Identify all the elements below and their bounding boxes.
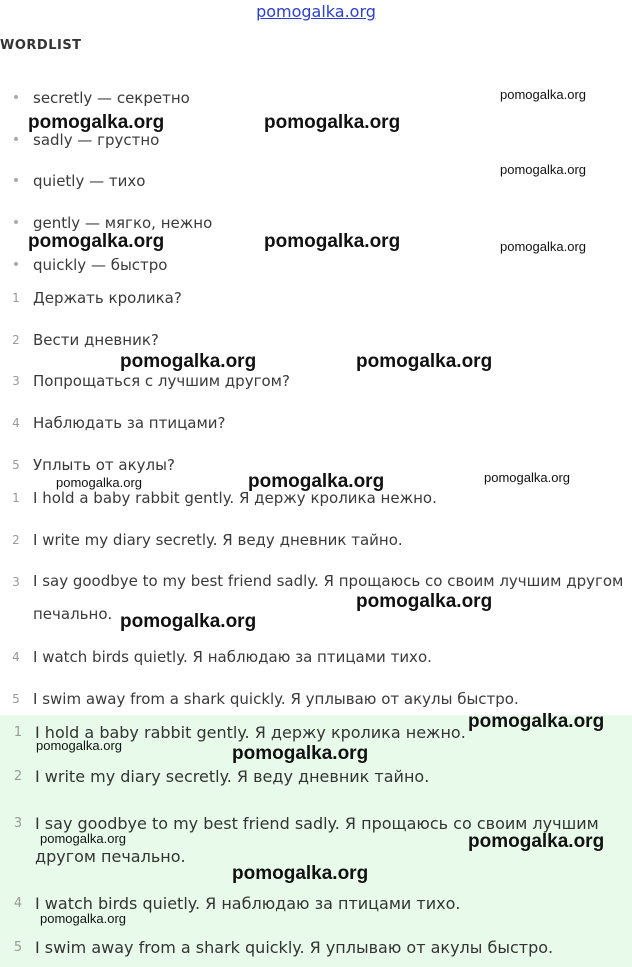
watermark: pomogalka.org xyxy=(56,475,142,490)
bullet-icon: • xyxy=(11,132,21,148)
bullet-icon: • xyxy=(11,215,21,231)
watermark: pomogalka.org xyxy=(28,231,165,252)
watermark: pomogalka.org xyxy=(28,112,165,133)
watermark: pomogalka.org xyxy=(468,831,605,852)
watermark: pomogalka.org xyxy=(500,239,586,254)
site-link[interactable]: pomogalka.org xyxy=(256,2,376,21)
watermark: pomogalka.org xyxy=(232,863,369,884)
watermark: pomogalka.org xyxy=(40,831,126,846)
watermark: pomogalka.org xyxy=(264,231,401,252)
watermark: pomogalka.org xyxy=(248,471,385,492)
watermark: pomogalka.org xyxy=(468,711,605,732)
watermark: pomogalka.org xyxy=(500,87,586,102)
wordlist-title: WORDLIST xyxy=(0,38,82,53)
answer-panel: 1 I hold a baby rabbit gently. Я держу кролика нежно. 2 I write my diary secretly. Я веду дневник тайно. 3 I say goodbye to my best friend sadly. Я прощаюсь со своим лучшим другом печально. 4 I watch birds quietly. Я наблюдаю за птицами тихо. 5 I swim away from a shark quickly. Я уплываю от акулы быстро. xyxy=(0,715,632,967)
watermark: pomogalka.org xyxy=(232,743,369,764)
watermark: pomogalka.org xyxy=(356,591,493,612)
watermark: pomogalka.org xyxy=(120,351,257,372)
watermark: pomogalka.org xyxy=(120,611,257,632)
bullet-icon: • xyxy=(11,173,21,189)
watermark: pomogalka.org xyxy=(36,738,122,753)
bullet-icon: • xyxy=(11,90,21,106)
watermark: pomogalka.org xyxy=(500,162,586,177)
watermark: pomogalka.org xyxy=(40,911,126,926)
watermark: pomogalka.org xyxy=(356,351,493,372)
watermark: pomogalka.org xyxy=(264,112,401,133)
watermark: pomogalka.org xyxy=(484,470,570,485)
bullet-icon: • xyxy=(11,257,21,273)
